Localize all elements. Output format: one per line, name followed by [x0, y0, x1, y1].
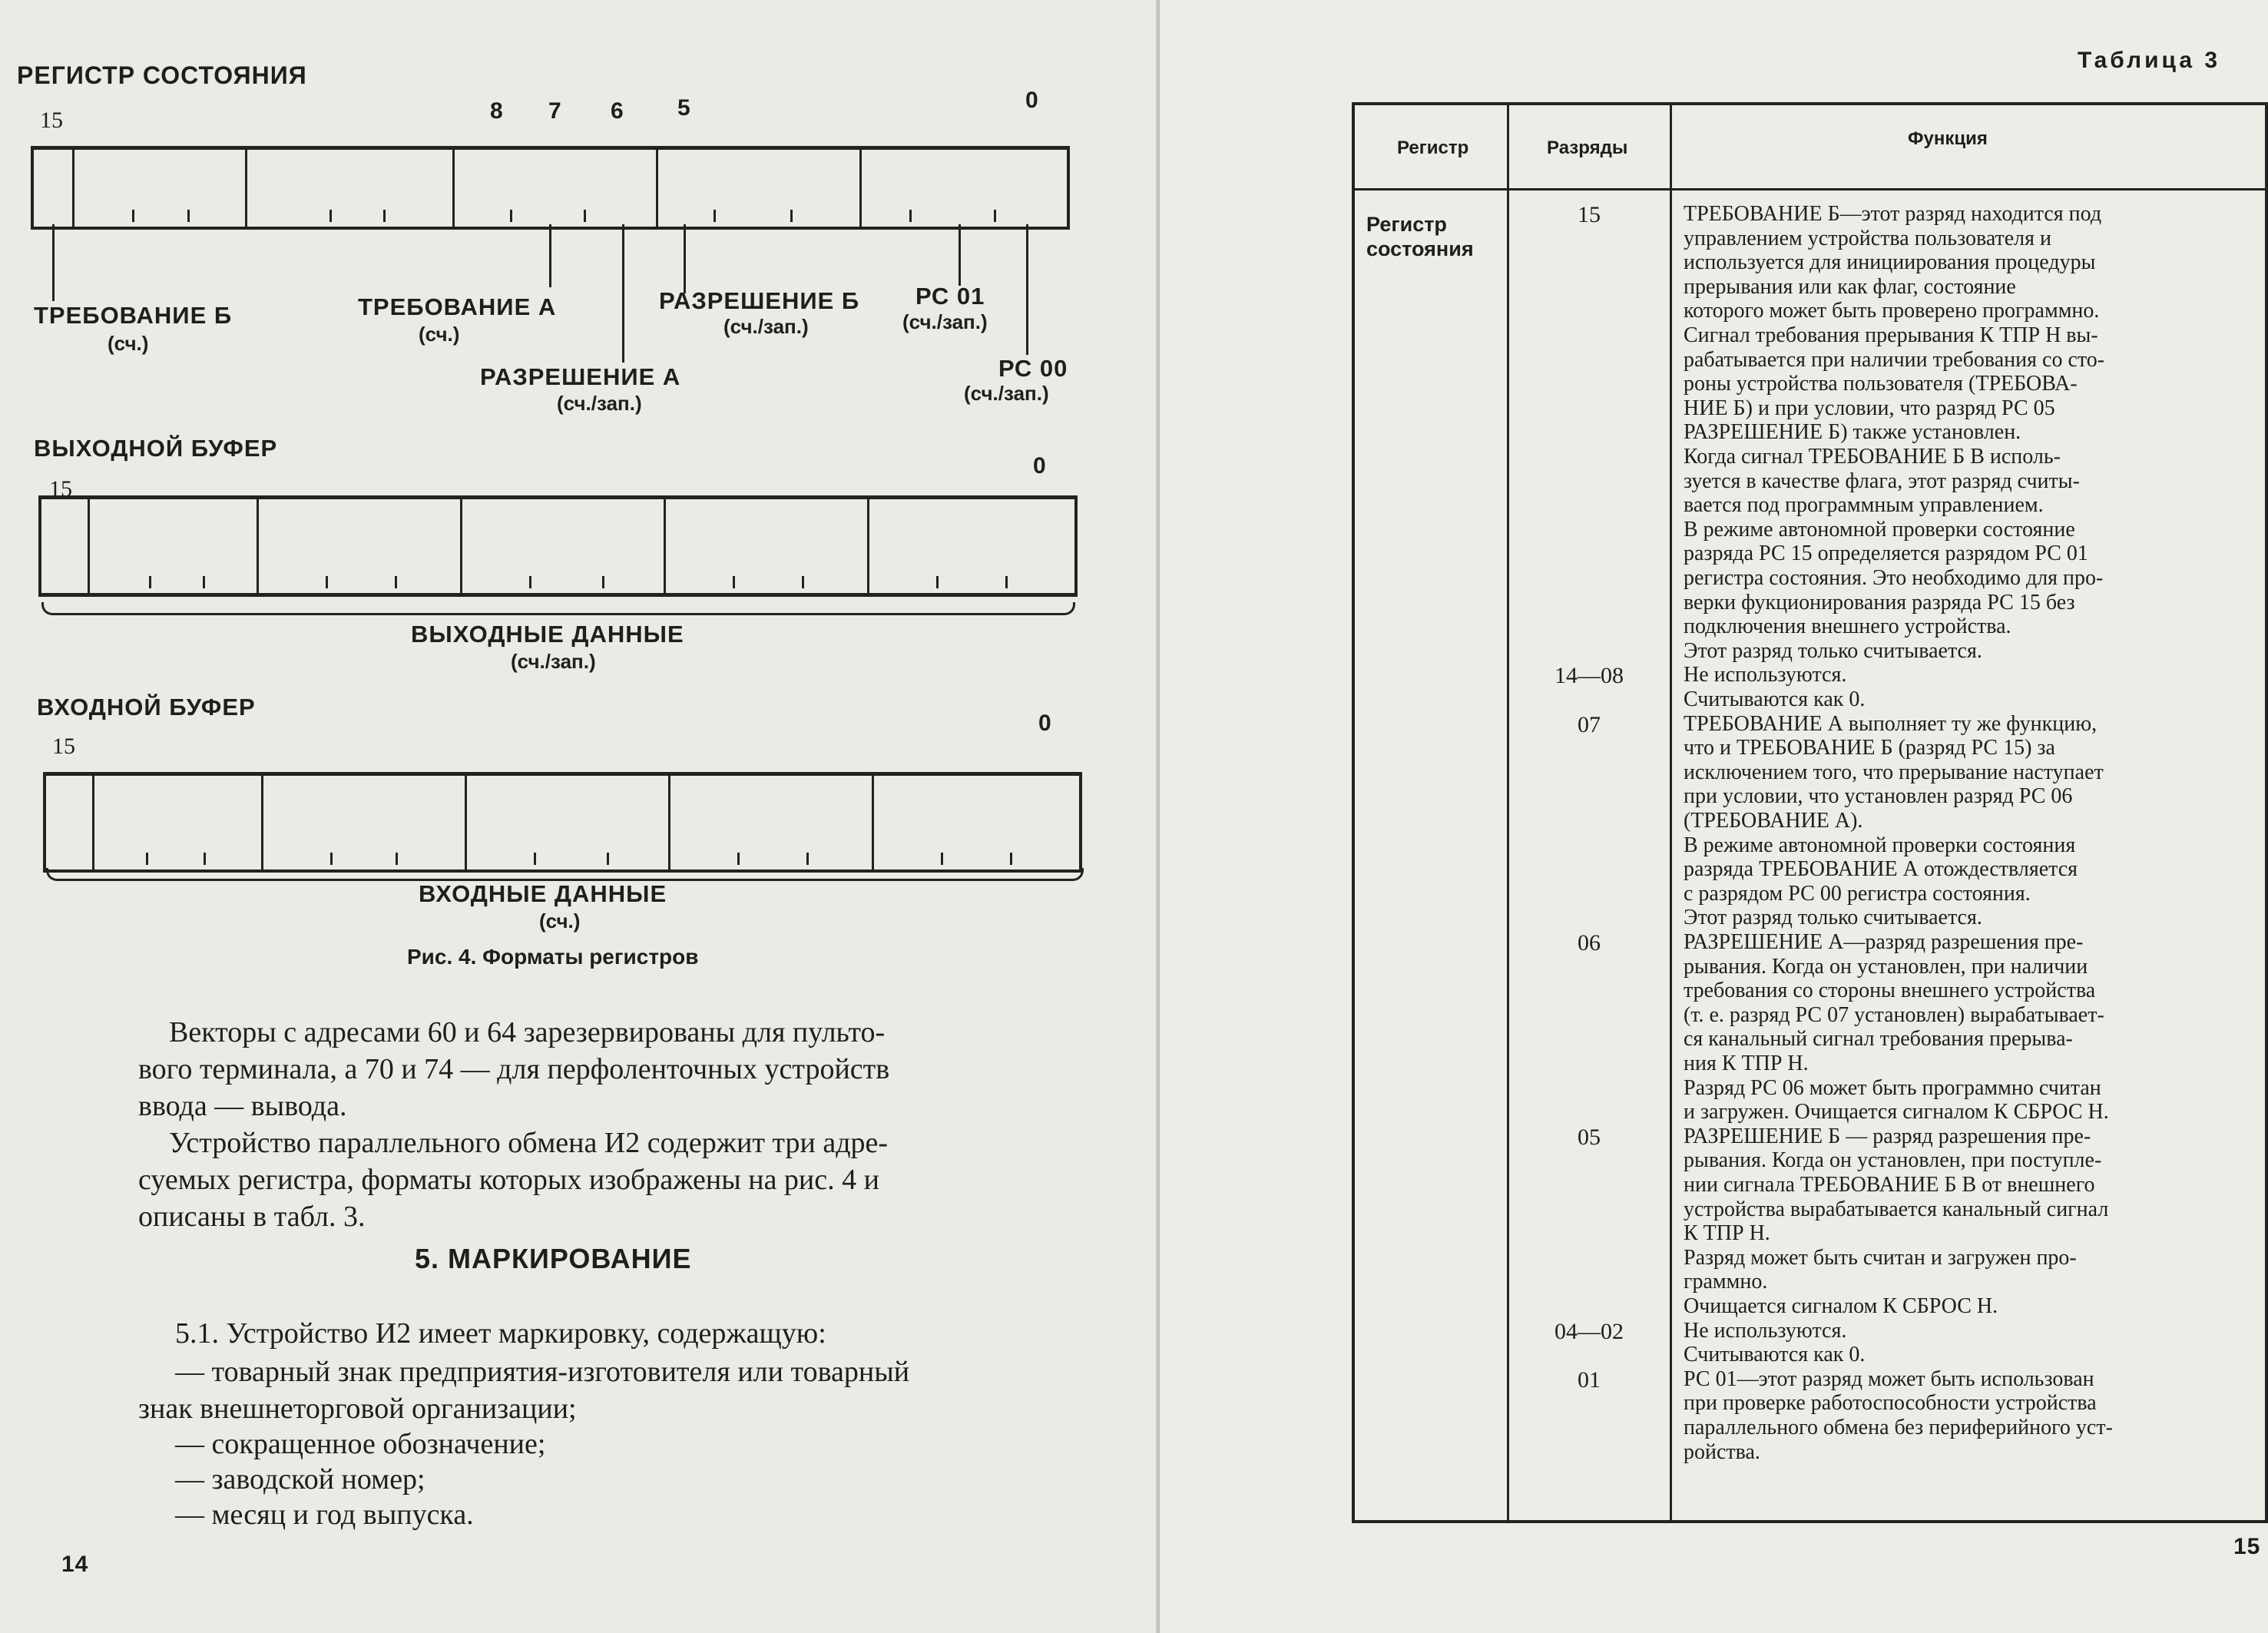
list-item-4: — месяц и год выпуска. [175, 1499, 474, 1531]
row-2-line-0: ТРЕБОВАНИЕ А выполняет ту же функцию, [1684, 711, 2097, 736]
row-6-line-2: параллельного обмена без периферийного уст- [1684, 1416, 2113, 1439]
status-bit-8: 8 [490, 98, 504, 124]
row-0-line-11: зуется в качестве флага, этот разряд считы- [1684, 469, 2080, 493]
row-4-line-2: нии сигнала ТРЕБОВАНИЕ Б В от внешнего [1684, 1173, 2095, 1197]
row-1-line-0: Не используются. [1684, 663, 1847, 687]
row-0-line-2: используется для инициирования процедуры [1684, 250, 2096, 275]
header-register: Регистр [1397, 137, 1469, 158]
label-rs00-mode: (сч./зап.) [964, 382, 1049, 405]
page-number-right: 15 [2233, 1534, 2261, 1559]
label-rs01: РС 01 [915, 283, 985, 310]
row-3-line-0: РАЗРЕШЕНИЕ А—разряд разрешения пре- [1684, 930, 2084, 954]
row-0-line-10: Когда сигнал ТРЕБОВАНИЕ Б В исполь- [1684, 445, 2061, 469]
status-bit-6: 6 [611, 98, 624, 124]
row-6-line-1: при проверке работоспособности устройства [1684, 1391, 2097, 1416]
output-data-label: ВЫХОДНЫЕ ДАННЫЕ [411, 621, 684, 648]
list-item-1: — товарный знак предприятия-изготовителя или товарный [175, 1356, 910, 1388]
row-bits-3: 06 [1578, 930, 1601, 956]
row-0-line-6: рабатывается при наличии требования со сто- [1684, 347, 2105, 372]
row-3-line-5: ния К ТПР Н. [1684, 1052, 1809, 1075]
header-bits: Разряды [1547, 137, 1628, 158]
section-intro: 5.1. Устройство И2 имеет маркировку, содержащую: [175, 1317, 826, 1350]
label-en-a: РАЗРЕШЕНИЕ А [480, 363, 681, 390]
paragraph-2-line-3: описаны в табл. 3. [138, 1201, 366, 1233]
list-item-3: — заводской номер; [175, 1463, 425, 1496]
row-3-line-6: Разряд РС 06 может быть программно считан [1684, 1075, 2101, 1100]
paragraph-1-line-2: вого терминала, а 70 и 74 — для перфоленточных устройств [138, 1053, 890, 1085]
label-req-a: ТРЕБОВАНИЕ А [358, 293, 557, 320]
row-0-line-9: РАЗРЕШЕНИЕ Б) также установлен. [1684, 420, 2021, 445]
row-4-line-3: устройства вырабатывается канальный сигнал [1684, 1197, 2109, 1221]
row-2-line-6: разряда ТРЕБОВАНИЕ А отождествляется [1684, 857, 2078, 882]
row-6-line-3: ройства. [1684, 1439, 1760, 1464]
label-req-a-mode: (сч.) [419, 323, 460, 346]
list-item-1-cont: знак внешнеторговой организации; [138, 1393, 577, 1425]
label-en-b: РАЗРЕШЕНИЕ Б [659, 287, 860, 314]
output-data-brace [41, 602, 1075, 615]
status-bit-7: 7 [548, 98, 562, 124]
status-bit-0: 0 [1025, 88, 1039, 113]
row-0-line-18: Этот разряд только считывается. [1684, 638, 1982, 663]
label-req-b-mode: (сч.) [108, 332, 149, 355]
row-0-line-15: регистра состояния. Это необходимо для про- [1684, 566, 2104, 590]
row-3-line-2: требования со стороны внешнего устройства [1684, 979, 2096, 1003]
row-0-line-14: разряда РС 15 определяется разрядом РС 01 [1684, 542, 2088, 566]
right-page [1160, 0, 2268, 1633]
row-0-line-17: подключения внешнего устройства. [1684, 614, 2011, 639]
row-0-line-3: прерывания или как флаг, состояние [1684, 274, 2016, 299]
row-3-line-4: ся канальный сигнал требования прерыва- [1684, 1027, 2073, 1052]
input-buffer-box [43, 772, 1082, 873]
row-4-line-4: К ТПР Н. [1684, 1221, 1770, 1246]
input-data-mode: (сч.) [539, 909, 581, 932]
row-0-line-16: верки фукционирования разряда РС 15 без [1684, 590, 2075, 614]
row-4-line-6: граммно. [1684, 1270, 1768, 1294]
row-0-line-7: роны устройства пользователя (ТРЕБОВА- [1684, 372, 2078, 396]
paragraph-1-line-1: Векторы с адресами 60 и 64 зарезервированы для пульто- [169, 1016, 886, 1048]
table-caption: Таблица 3 [2078, 48, 2221, 73]
row-0-line-13: В режиме автономной проверки состояние [1684, 517, 2075, 542]
row-2-line-1: что и ТРЕБОВАНИЕ Б (разряд РС 15) за [1684, 736, 2055, 760]
row-0-line-5: Сигнал требования прерывания К ТПР Н вы- [1684, 323, 2098, 347]
label-rs01-mode: (сч./зап.) [902, 310, 988, 333]
output-bit-15: 15 [49, 476, 72, 502]
label-en-a-mode: (сч./зап.) [557, 392, 642, 415]
section-heading: 5. МАРКИРОВАНИЕ [415, 1243, 692, 1274]
row-0-line-0: ТРЕБОВАНИЕ Б—этот разряд находится под [1684, 202, 2102, 226]
register-name-line2: состояния [1366, 237, 1474, 260]
row-bits-4: 05 [1578, 1124, 1601, 1150]
status-bit-5: 5 [677, 95, 691, 121]
row-1-line-1: Считываются как 0. [1684, 687, 1866, 711]
row-bits-6: 01 [1578, 1366, 1601, 1393]
row-4-line-5: Разряд может быть считан и загружен про- [1684, 1245, 2077, 1270]
row-5-line-1: Считываются как 0. [1684, 1343, 1866, 1367]
row-3-line-3: (т. е. разряд РС 07 установлен) вырабатывает- [1684, 1002, 2104, 1027]
row-bits-2: 07 [1578, 711, 1601, 737]
row-2-line-5: В режиме автономной проверки состояния [1684, 833, 2076, 857]
row-0-line-8: НИЕ Б) и при условии, что разряд РС 05 [1684, 396, 2055, 420]
list-item-2: — сокращенное обозначение; [175, 1428, 546, 1460]
row-2-line-4: (ТРЕБОВАНИЕ А). [1684, 809, 1863, 833]
label-en-b-mode: (сч./зап.) [723, 315, 809, 338]
input-buffer-title: ВХОДНОЙ БУФЕР [37, 694, 256, 720]
status-bit-15: 15 [40, 108, 63, 133]
row-2-line-2: исключением того, что прерывание наступает [1684, 760, 2104, 784]
table-3 [1352, 102, 2268, 1523]
row-0-line-1: управлением устройства пользователя и [1684, 226, 2052, 250]
input-data-brace [46, 868, 1084, 881]
paragraph-1-line-3: ввода — вывода. [138, 1090, 347, 1122]
input-bit-15: 15 [52, 734, 75, 759]
row-0-line-4: которого может быть проверено программно. [1684, 299, 2100, 323]
row-bits-5: 04—02 [1554, 1318, 1624, 1344]
paragraph-2-line-2: суемых регистра, форматы которых изображены на рис. 4 и [138, 1164, 879, 1196]
status-register-box [31, 146, 1070, 230]
row-2-line-8: Этот разряд только считывается. [1684, 906, 1982, 930]
label-req-b: ТРЕБОВАНИЕ Б [34, 302, 233, 329]
output-buffer-box [38, 495, 1078, 597]
row-bits-0: 15 [1578, 202, 1601, 227]
row-bits-1: 14—08 [1554, 663, 1624, 689]
row-2-line-7: с разрядом РС 00 регистра состояния. [1684, 881, 2031, 906]
paragraph-2-line-1: Устройство параллельного обмена И2 содержит три адре- [169, 1127, 889, 1159]
row-4-line-1: рывания. Когда он установлен, при поступле- [1684, 1148, 2102, 1173]
row-2-line-3: при условии, что установлен разряд РС 06 [1684, 784, 2073, 809]
output-data-mode: (сч./зап.) [511, 650, 596, 673]
row-6-line-0: РС 01—этот разряд может быть использован [1684, 1366, 2094, 1391]
row-3-line-1: рывания. Когда он установлен, при наличии [1684, 954, 2088, 979]
status-register-title: РЕГИСТР СОСТОЯНИЯ [17, 61, 307, 89]
row-0-line-12: вается под программным управлением. [1684, 493, 2044, 518]
row-4-line-0: РАЗРЕШЕНИЕ Б — разряд разрешения пре- [1684, 1124, 2091, 1148]
output-bit-0: 0 [1033, 453, 1047, 479]
row-4-line-7: Очищается сигналом К СБРОС Н. [1684, 1294, 1998, 1318]
page-number-left: 14 [61, 1552, 89, 1577]
input-bit-0: 0 [1038, 711, 1052, 736]
row-5-line-0: Не используются. [1684, 1318, 1847, 1343]
input-data-label: ВХОДНЫЕ ДАННЫЕ [419, 880, 667, 907]
header-function: Функция [1908, 128, 1988, 149]
label-rs00: РС 00 [998, 355, 1068, 382]
row-3-line-7: и загружен. Очищается сигналом К СБРОС Н. [1684, 1100, 2109, 1125]
figure-caption: Рис. 4. Форматы регистров [407, 945, 699, 969]
output-buffer-title: ВЫХОДНОЙ БУФЕР [34, 435, 278, 462]
register-name-line1: Регистр [1366, 213, 1447, 236]
